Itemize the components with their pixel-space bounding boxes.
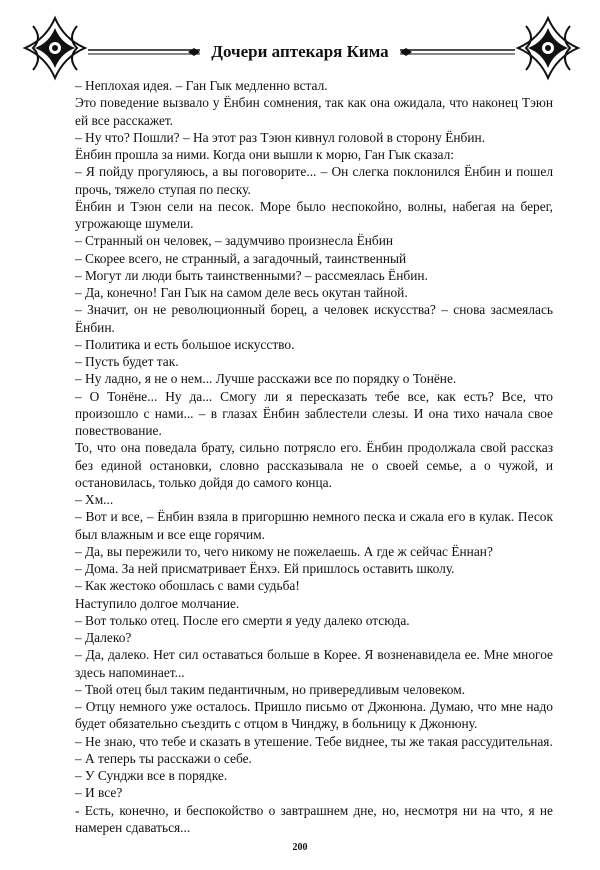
paragraph: – Могут ли люди быть таинственными? – рассмеялась Ёнбин. xyxy=(75,267,428,283)
paragraph: – Не знаю, что тебе и сказать в утешение. Тебе виднее, ты же такая рассудительная. xyxy=(75,733,553,749)
paragraph: – Я пойду прогуляюсь, а вы поговорите... – Он слегка поклонился Ёнбин и пошел прочь, тяжело ступая по песку. xyxy=(75,164,553,197)
paragraph: – У Сунджи все в порядке. xyxy=(75,768,228,783)
paragraph: – И все? xyxy=(75,785,123,801)
paragraph: – Вот только отец. После его смерти я уеду далеко отсюда. xyxy=(75,612,410,628)
page-number: 200 xyxy=(292,842,308,853)
book-title: Дочери аптекаря Кима xyxy=(211,42,389,61)
paragraph: Наступило долгое молчание. xyxy=(75,595,240,611)
paragraph: – Как жестоко обошлась с вами судьба! xyxy=(75,578,300,594)
paragraph: – Пусть будет так. xyxy=(75,354,179,369)
paragraph: – Странный он человек, – задумчиво произнесла Ёнбин xyxy=(75,233,394,249)
paragraph: – О Тонёне... Ну да... Смогу ли я пересказать тебе все, как есть? Все, что произошло с нами... – в глазах Ёнбин заблестели слезы. И она тихо начала свое повествование. xyxy=(75,388,553,438)
page-body xyxy=(75,77,553,836)
paragraph: – А теперь ты расскажи о себе. xyxy=(75,750,252,766)
paragraph: – Далеко? xyxy=(75,630,132,645)
paragraph: – Ну ладно, я не о нем... Лучше расскажи все по порядку о Тонёне. xyxy=(75,371,457,387)
paragraph: – Ну что? Пошли? – На этот раз Тэюн кивнул головой в сторону Ёнбин. xyxy=(75,129,486,145)
right-ornament-icon xyxy=(518,18,578,78)
paragraph: – Политика и есть большое искусство. xyxy=(75,336,295,352)
paragraph: – Вот и все, – Ёнбин взяла в пригоршню немного песка и сжала его в кулак. Песок был влажным и все еще горячим. xyxy=(75,509,553,542)
paragraph: – Скорее всего, не странный, а загадочный, таинственный xyxy=(75,250,407,266)
paragraph: То, что она поведала брату, сильно потрясло его. Ёнбин продолжала свой рассказ без единой остановки, словно рассказывала не о своей семье, а о чужой, и остановилась, только дойдя до самого конца. xyxy=(75,440,553,490)
paragraph: – Отцу немного уже осталось. Пришло письмо от Джонюна. Думаю, что мне надо будет обязательно съездить с отцом в Чинджу, в больницу к Джонюну. xyxy=(75,699,553,732)
left-ornament-icon xyxy=(25,18,85,78)
paragraph: – Дома. За ней присматривает Ёнхэ. Ей пришлось оставить школу. xyxy=(75,561,455,576)
paragraph: Это поведение вызвало у Ёнбин сомнения, так как она ожидала, что наконец Тэюн ей все расскажет. xyxy=(75,95,553,128)
paragraph: – Твой отец был таким педантичным, но привередливым человеком. xyxy=(75,681,466,697)
paragraph: – Значит, он не революционный борец, а человек искусства? – снова засмеялась Ёнбин. xyxy=(75,302,553,335)
paragraph: - Есть, конечно, и беспокойство о завтрашнем дне, но, несмотря ни на что, я не намерен сдаваться... xyxy=(75,802,553,835)
paragraph: – Неплохая идея. – Ган Гык медленно встал. xyxy=(75,78,328,93)
paragraph: – Да, вы пережили то, чего никому не пожелаешь. А где ж сейчас Ённан? xyxy=(75,543,493,559)
paragraph: Ёнбин прошла за ними. Когда они вышли к морю, Ган Гык сказал: xyxy=(75,147,454,162)
paragraph: – Да, конечно! Ган Гык на самом деле весь окутан тайной. xyxy=(75,285,408,300)
paragraph: Ёнбин и Тэюн сели на песок. Море было неспокойно, волны, набегая на берег, угрожающе шумели. xyxy=(75,198,553,231)
paragraph: – Хм... xyxy=(75,492,114,507)
paragraph: – Да, далеко. Нет сил оставаться больше в Корее. Я возненавидела ее. Мне многое здесь напоминает... xyxy=(75,647,553,680)
